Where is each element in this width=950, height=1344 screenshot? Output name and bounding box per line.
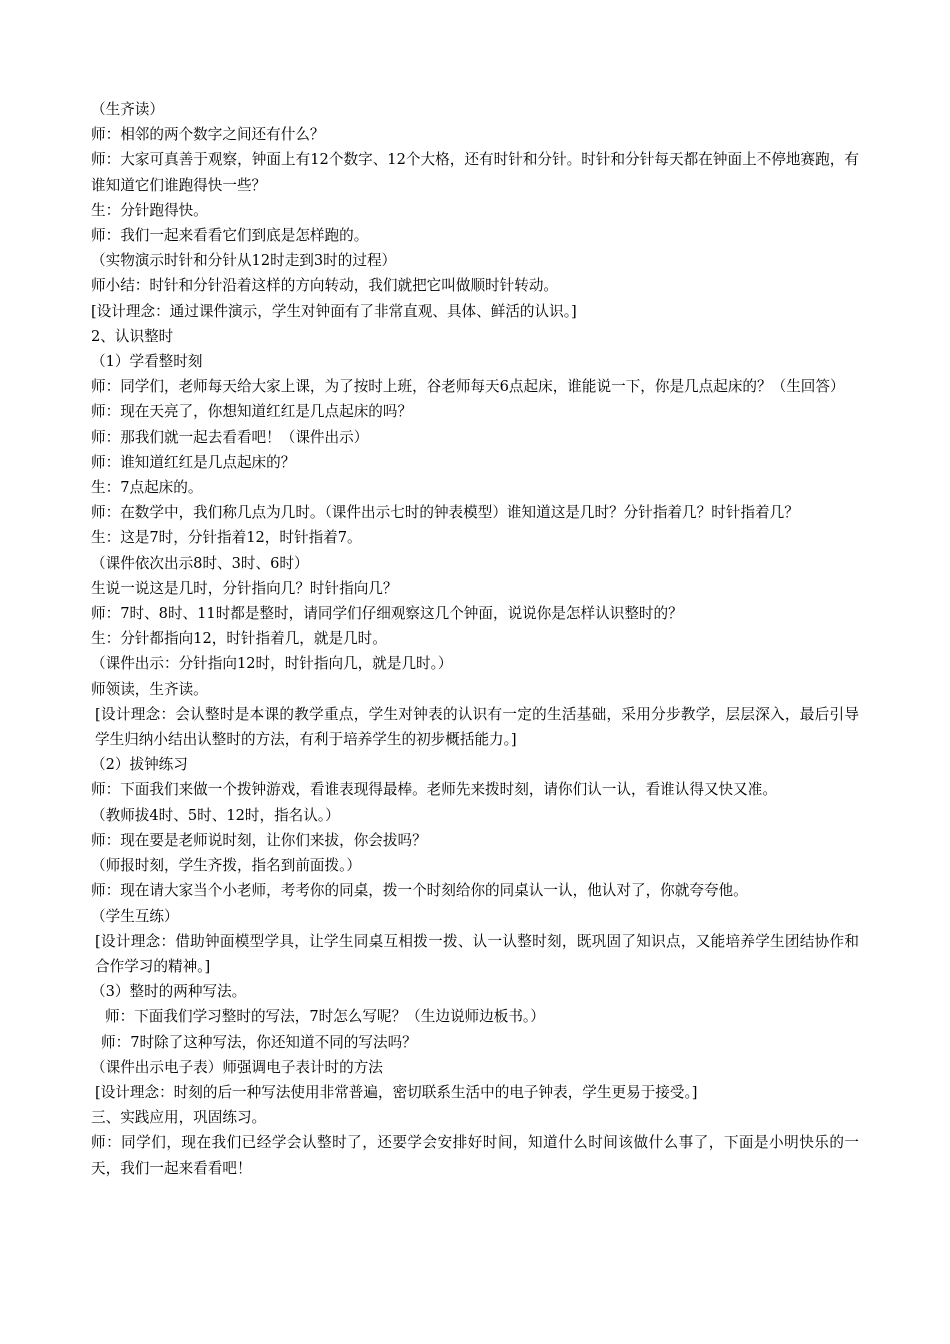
text-line: 师：那我们就一起去看看吧！（课件出示） bbox=[91, 428, 369, 446]
text-line: （生齐读） bbox=[91, 101, 164, 118]
text-line: 生：分针跑得快。 bbox=[91, 201, 208, 219]
text-paragraph: 师：同学们，老师每天给大家上课，为了按时上班，谷老师每天6点起床，谁能说一下，你是几点起床的？（生回答） bbox=[91, 378, 845, 396]
text-paragraph: 师：大家可真善于观察，钟面上有12个数字、12个大格，还有时针和分针。时针和分针每天都在钟面上不停地赛跑，有谁知道它们谁跑得快一些？ bbox=[91, 151, 859, 194]
text-line: 师：谁知道红红是几点起床的？ bbox=[91, 453, 296, 471]
text-line: （学生互练） bbox=[91, 907, 179, 925]
text-line: 师领读，生齐读。 bbox=[91, 680, 208, 698]
text-line: 生：7点起床的。 bbox=[91, 479, 203, 497]
text-line: 师：现在天亮了，你想知道红红是几点起床的吗？ bbox=[91, 403, 413, 421]
text-line: 师：相邻的两个数字之间还有什么？ bbox=[91, 126, 325, 144]
text-line: （教师拔4时、5时、12时，指名认。） bbox=[91, 806, 340, 824]
text-line: 师：我们一起来看看它们到底是怎样跑的。 bbox=[91, 227, 369, 245]
text-line: （课件依次出示8时、3时、6时） bbox=[91, 554, 309, 572]
text-line: 生：分针都指向12，时针指着几，就是几时。 bbox=[91, 630, 387, 648]
text-paragraph: 师：同学们，现在我们已经学会认整时了，还要学会安排好时间，知道什么时间该做什么事了，下面是小明快乐的一天，我们一起来看看吧！ bbox=[91, 1134, 859, 1177]
design-note: [设计理念：通过课件演示，学生对钟面有了非常直观、具体、鲜活的认识。] bbox=[91, 302, 577, 320]
text-line: 师：7时除了这种写法，你还知道不同的写法吗？ bbox=[101, 1033, 417, 1051]
text-line: 师：现在请大家当个小老师，考考你的同桌，拨一个时刻给你的同桌认一认，他认对了，你就夸夸他。 bbox=[91, 882, 748, 900]
text-line: （师报时刻，学生齐拨，指名到前面拨。） bbox=[91, 857, 361, 875]
document-body bbox=[91, 97, 859, 1181]
subsection-heading: （1）学看整时刻 bbox=[91, 353, 203, 371]
text-line: 师：下面我们学习整时的写法，7时怎么写呢？（生边说师边板书。） bbox=[105, 1008, 545, 1026]
design-note: [设计理念：时刻的后一种写法使用非常普遍，密切联系生活中的电子钟表，学生更易于接受。] bbox=[95, 1083, 698, 1101]
text-line: （课件出示：分针指向12时，时针指向几，就是几时。） bbox=[91, 655, 453, 673]
text-line: 师：现在要是老师说时刻，让你们来拔，你会拔吗？ bbox=[91, 831, 427, 849]
section-heading: 2、认识整时 bbox=[91, 327, 174, 345]
section-heading: 三、实践应用，巩固练习。 bbox=[91, 1109, 267, 1127]
text-paragraph: 师：在数学中，我们称几点为几时。（课件出示七时的钟表模型）谁知道这是几时？分针指着几？时针指着几？ bbox=[91, 504, 799, 522]
text-line: 师小结：时针和分针沿着这样的方向转动，我们就把它叫做顺时针转动。 bbox=[91, 277, 559, 295]
design-note: [设计理念：借助钟面模型学具，让学生同桌互相拨一拨、认一认整时刻，既巩固了知识点，又能培养学生团结协作和合作学习的精神。] bbox=[95, 932, 859, 975]
subsection-heading: （2）拔钟练习 bbox=[91, 756, 188, 774]
text-line: （实物演示时针和分针从12时走到3时的过程） bbox=[91, 252, 397, 270]
text-line: 生说一说这是几时，分针指向几？时针指向几？ bbox=[91, 579, 398, 597]
subsection-heading: （3）整时的两种写法。 bbox=[91, 983, 247, 1001]
text-line: 生：这是7时，分针指着12，时针指着7。 bbox=[91, 529, 362, 547]
text-paragraph: 师：下面我们来做一个拨钟游戏，看谁表现得最棒。老师先来拨时刻，请你们认一认，看谁认得又快又准。 bbox=[91, 781, 777, 799]
design-note: [设计理念：会认整时是本课的教学重点，学生对钟表的认识有一定的生活基础，采用分步教学，层层深入，最后引导学生归纳小结出认整时的方法，有利于培养学生的初步概括能力。] bbox=[95, 705, 859, 749]
text-line: 师：7时、8时、11时都是整时，请同学们仔细观察这几个钟面，说说你是怎样认识整时的？ bbox=[91, 605, 683, 623]
text-line: （课件出示电子表）师强调电子表计时的方法 bbox=[91, 1058, 383, 1076]
